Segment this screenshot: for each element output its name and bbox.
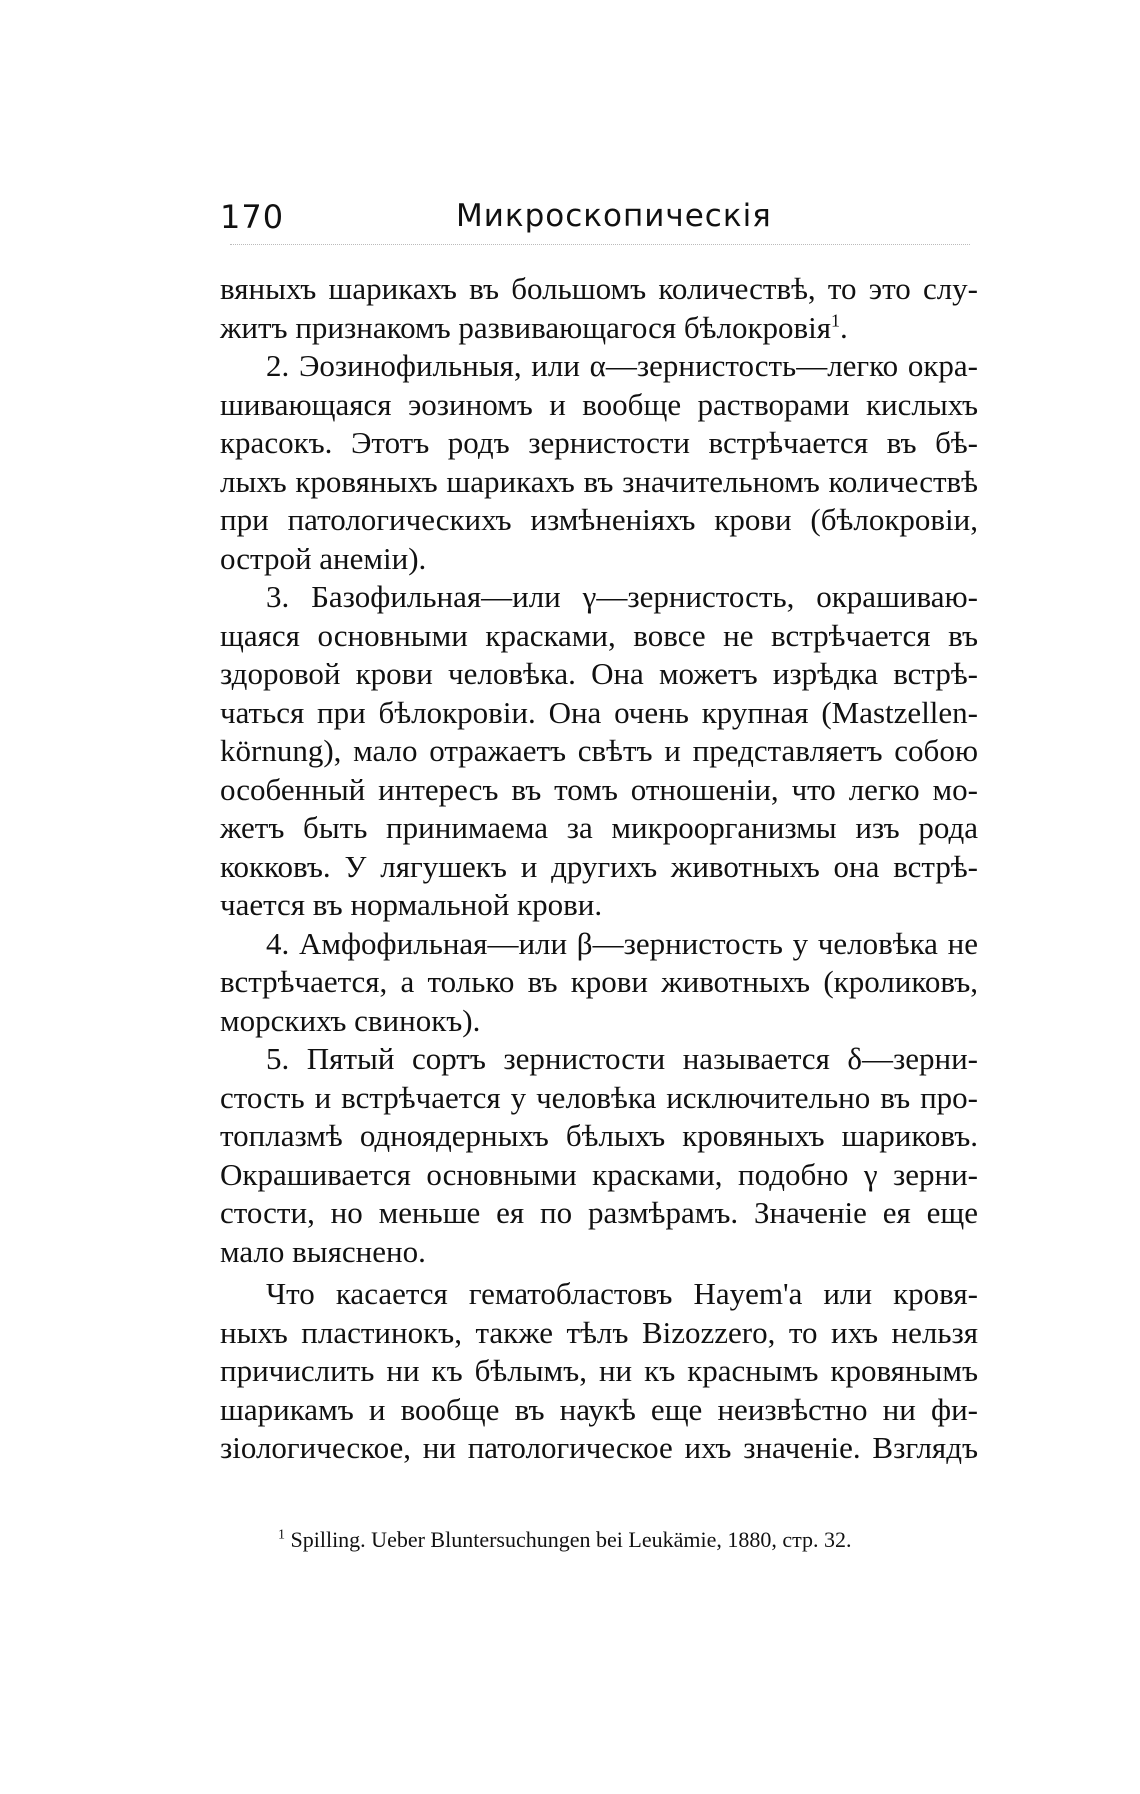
text-line: морскихъ свинокъ). xyxy=(220,1002,481,1038)
page-number: 170 xyxy=(220,198,285,236)
body-text xyxy=(220,270,978,1468)
text-line: причислить ни къ бѣлымъ, ни къ краснымъ кровянымъ xyxy=(220,1353,978,1388)
text-line: зіологическое, ни патологическое ихъ значеніе. Взглядъ xyxy=(220,1430,978,1465)
text-line: вяныхъ шарикахъ въ большомъ количествѣ, то это слу- xyxy=(220,271,978,306)
text-line: жетъ быть принимаема за микроорганизмы изъ рода xyxy=(220,810,978,845)
text-line: шарикамъ и вообще въ наукѣ еще неизвѣстно ни фи- xyxy=(220,1391,978,1427)
text-line: красокъ. Этотъ родъ зернистости встрѣчается въ бѣ- xyxy=(220,425,978,460)
text-line: Окрашивается основными красками, подобно γ зерни- xyxy=(220,1156,978,1192)
text-line-content: житъ признакомъ развивающагося бѣлокровія xyxy=(220,309,832,345)
paragraph-amphophil xyxy=(220,925,978,1041)
page-header xyxy=(220,198,980,242)
text-line: Что касается гематобластовъ Hayem'a или кровя- xyxy=(266,1276,978,1311)
paragraph-eosinophil xyxy=(220,347,978,578)
text-line: 5. Пятый сортъ зернистости называется δ—зерни- xyxy=(266,1041,978,1076)
text-line: чается въ нормальной крови. xyxy=(220,887,603,922)
paragraph-hematoblasts xyxy=(220,1275,978,1468)
paragraph-basophil xyxy=(220,578,978,925)
paragraph-continuation xyxy=(220,270,978,347)
text-line: ныхъ пластинокъ, также тѣлъ Bizozzero, то ихъ нельзя xyxy=(220,1314,978,1350)
text-line: лыхъ кровяныхъ шарикахъ въ значительномъ количествѣ xyxy=(220,463,978,499)
text-line: кокковъ. У лягушекъ и другихъ животныхъ она встрѣ- xyxy=(220,848,978,884)
running-head: Микроскопическія xyxy=(456,198,772,234)
text-line: стости, но меньше ея по размѣрамъ. Значеніе ея еще xyxy=(220,1195,978,1230)
text-line: стость и встрѣчается у человѣка исключительно въ про- xyxy=(220,1079,978,1115)
text-line: щаяся основными красками, вовсе не встрѣчается въ xyxy=(220,617,978,653)
text-line: 3. Базофильная—или γ—зернистость, окрашиваю- xyxy=(266,579,978,614)
text-line: чаться при бѣлокровіи. Она очень крупная (Mastzellen- xyxy=(220,694,978,730)
footnote-reference: 1 xyxy=(831,310,841,331)
text-line: здоровой крови человѣка. Она можетъ изрѣдка встрѣ- xyxy=(220,656,978,691)
footnote xyxy=(278,1526,978,1554)
text-line xyxy=(220,309,978,348)
text-line: körnung), мало отражаетъ свѣтъ и представляетъ собою xyxy=(220,733,978,768)
text-line: при патологическихъ измѣненіяхъ крови (бѣлокровіи, xyxy=(220,502,978,537)
text-line: шивающаяся эозиномъ и вообще растворами кислыхъ xyxy=(220,386,978,422)
text-line-end: . xyxy=(840,309,848,345)
text-line: мало выяснено. xyxy=(220,1233,426,1269)
text-line: встрѣчается, а только въ крови животныхъ (кроликовъ, xyxy=(220,964,978,999)
paragraph-delta xyxy=(220,1040,978,1271)
text-line: 4. Амфофильная—или β—зернистость у человѣка не xyxy=(266,925,978,961)
text-line: острой анеміи). xyxy=(220,540,427,576)
text-line: особенный интересъ въ томъ отношеніи, что легко мо- xyxy=(220,771,978,807)
footnote-text: Spilling. Ueber Bluntersuchungen bei Leukämie, 1880, стр. 32. xyxy=(290,1527,852,1552)
header-rule xyxy=(230,244,970,246)
text-line: 2. Эозинофильныя, или α—зернистость—легко окра- xyxy=(266,348,978,383)
text-line: топлазмѣ одноядерныхъ бѣлыхъ кровяныхъ шариковъ. xyxy=(220,1118,978,1153)
footnote-marker: 1 xyxy=(278,1527,285,1543)
